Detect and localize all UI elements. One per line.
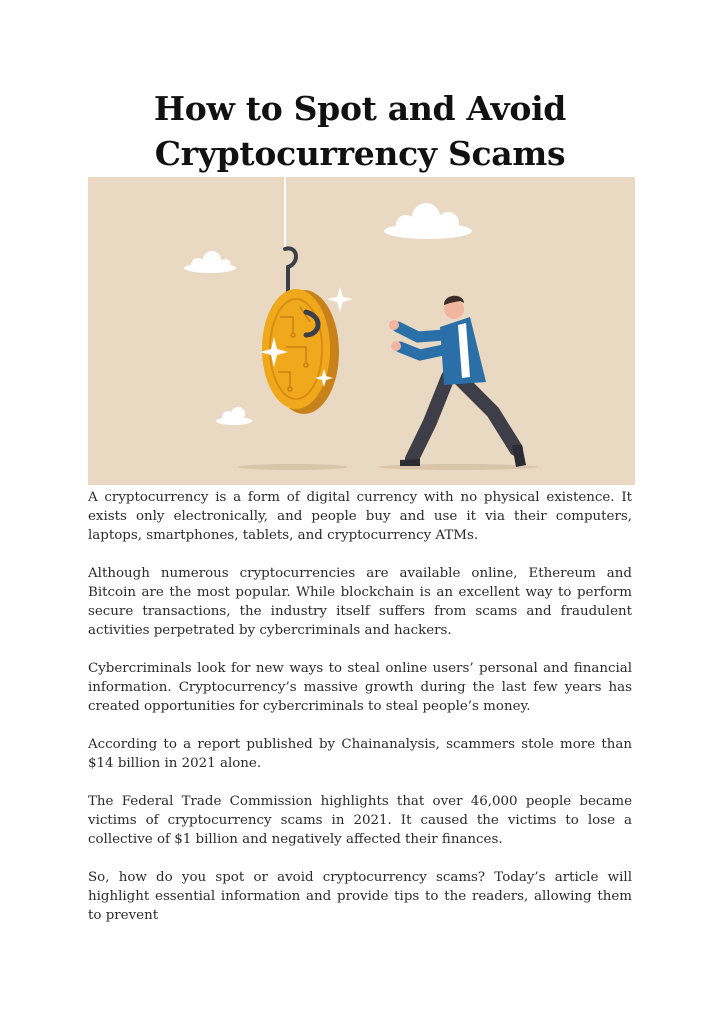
man-figure <box>389 296 526 467</box>
hero-illustration <box>88 177 635 485</box>
hook-icon <box>285 248 296 295</box>
cloud-icon <box>384 203 472 239</box>
paragraph: According to a report published by Chainanalysis, scammers stole more than $14 billion in 2021 alone. <box>88 737 632 771</box>
paragraph: Cybercriminals look for new ways to steal online users’ personal and financial information. Cryptocurrency’s massive growth during the last few years has created opportunities for cybercriminals to steal people’s money. <box>88 661 632 714</box>
paragraph: So, how do you spot or avoid cryptocurrency scams? Today’s article will highlight essential information and provide tips to the readers, allowing them to prevent <box>88 870 632 923</box>
paragraph: Although numerous cryptocurrencies are available online, Ethereum and Bitcoin are the most popular. While blockchain is an excellent way to perform secure transactions, the industry itself suffers from scams and fraudulent activities perpetrated by cybercriminals and hackers. <box>88 566 632 638</box>
page-title <box>60 86 660 176</box>
article-body <box>88 488 632 944</box>
cloud-icon <box>184 251 236 273</box>
title-line-1: How to Spot and Avoid <box>153 89 567 128</box>
cloud-icon <box>216 407 252 425</box>
paragraph: A cryptocurrency is a form of digital currency with no physical existence. It exists only electronically, and people buy and use it via their computers, laptops, smartphones, tablets, and cryptocurrency ATMs. <box>88 490 632 543</box>
fishing-hook-crypto-coin-illustration-icon <box>88 177 635 485</box>
paragraph: The Federal Trade Commission highlights that over 46,000 people became victims of cryptocurrency scams in 2021. It caused the victims to lose a collective of $1 billion and negatively affected their finances. <box>88 794 632 847</box>
title-line-2: Cryptocurrency Scams <box>154 134 566 173</box>
